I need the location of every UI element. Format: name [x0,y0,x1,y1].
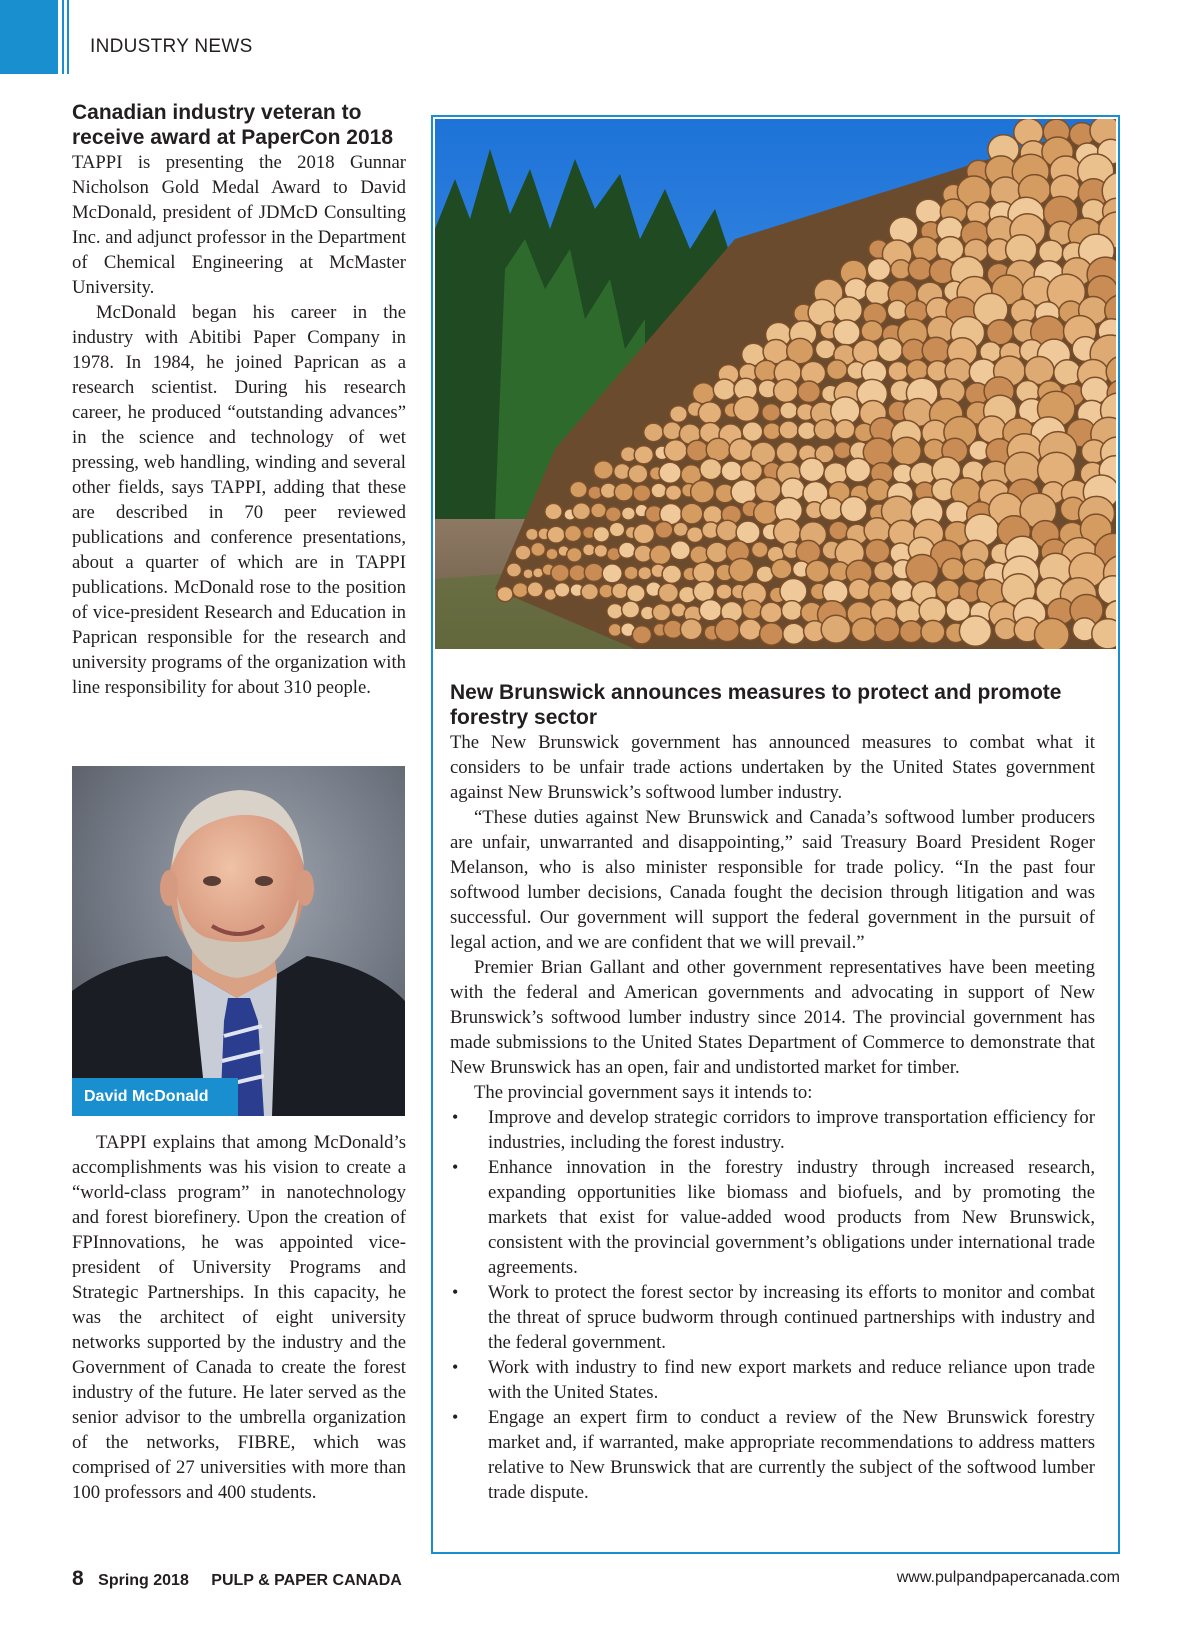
log-end [691,480,715,503]
log-end [515,545,531,560]
footer-issue-info [72,1567,402,1591]
article1-paragraph: TAPPI is presenting the 2018 Gunnar Nicholson Gold Medal Award to David McDonald, president of JDMcD Consulting Inc. and adjunct professor in the Department of Chemical Engineering at McMaster University. [72,152,406,298]
log-end [507,563,522,577]
log-end [670,541,690,560]
log-end [780,402,798,419]
log-end [687,440,709,461]
log-end [614,483,633,501]
log-end [866,281,892,305]
log-end [942,558,965,580]
log-end [634,446,653,464]
article1-column [72,100,406,700]
photo-caption: David McDonald [72,1078,238,1116]
log-end [729,558,754,582]
log-end [741,461,763,481]
section-label: INDUSTRY NEWS [90,36,253,57]
log-end [570,481,587,497]
log-end [527,582,543,597]
log-end [892,437,921,465]
header-rule [67,0,69,74]
log-end [699,600,721,621]
log-end [602,564,622,583]
log-end [721,461,742,481]
log-end [829,521,848,539]
log-end [1054,360,1081,386]
article1-paragraph: McDonald began his career in the industry with Abitibi Paper Company in 1978. In 1984, he joined Paprican as a research scientist. During his research career, he produced “outstanding advances” in the science and technology of wet pressing, web handling, winding and several other fields, says TAPPI, adding that these are described in 70 peer reviewed publications and conference presentations, about a quarter of which are in TAPPI publications. McDonald rose to the position of vice-president Research and Education in Paprican responsible for the research and university programs of the organization with line responsibility for about 310 people. [72,302,406,698]
log-end [861,321,883,342]
log-end [729,439,753,461]
log-end [762,404,781,422]
log-end [987,320,1013,345]
list-item: • Work to protect the forest sector by increasing its efforts to monitor and combat the threat of spruce budworm through continued partnerships with industry and the federal government. [450,1280,1095,1355]
log-end [650,545,671,565]
article1-column-continued [72,1130,406,1505]
log-end [546,548,558,560]
log-end [915,199,941,224]
list-item: • Improve and develop strategic corridors to improve transportation efficiency for industries, including the forest industry. [450,1105,1095,1155]
log-end [633,524,654,544]
log-end [760,623,784,645]
log-end [821,615,850,643]
log-end [644,423,664,442]
log-end [698,402,721,424]
log-end [607,604,623,620]
log-end [551,564,569,581]
log-end [734,397,760,422]
log-end [619,542,636,558]
log-end [752,542,769,558]
log-end [555,583,570,598]
log-end [774,379,798,402]
log-end [706,542,728,563]
log-end [731,480,757,504]
log-end [655,522,673,539]
log-end [713,379,735,400]
log-end [591,503,607,518]
article2-paragraph: Premier Brian Gallant and other government representatives have been meeting with the federal and American governments and advocating in support of New Brunswick’s softwood lumber industry since 2014. The provincial government has made submissions to the United States Department of Commerce to demonstrate that New Brunswick has an open, fair and undistorted market for timber. [450,957,1095,1078]
portrait-photo [72,766,405,1116]
log-end [783,623,805,644]
log-end [874,562,894,581]
log-end [878,338,903,362]
log-end [774,519,801,545]
log-end [627,585,646,603]
footer-url: www.pulpandpapercanada.com [896,1569,1120,1586]
log-end [545,503,562,519]
log-end [594,545,608,558]
article1-paragraph: TAPPI explains that among McDonald’s accomplishments was his vision to create a “world-class program” in nanotechnology and forest biorefinery. Upon the creation of FPInnovations, he was appointed vice-president of University Programs and Strategic Partnerships. In this capacity, he was the architect of eight university networks supported by the industry and the Government of Canada to create the forest industry of the future. He later served as the senior advisor to the umbrella organization of the networks, FIBRE, which was comprised of 27 universities with more than 100 professors and 400 students. [72,1132,406,1503]
log-end [693,562,715,583]
log-end [760,602,782,623]
log-end [512,583,528,598]
portrait-illustration [72,766,405,1116]
log-end [739,619,761,640]
log-end [681,503,703,524]
log-end [622,507,636,520]
log-end [771,559,792,579]
log-end [814,420,835,440]
log-end [900,621,923,643]
log-end [622,601,640,618]
log-end [523,569,533,579]
log-end [608,623,622,636]
log-end [906,555,938,586]
log-end [706,438,730,461]
log-end [670,406,688,423]
log-end [680,619,702,640]
log-end [959,616,991,646]
log-end [565,525,582,541]
log-end [651,483,667,498]
list-item: • Engage an expert firm to conduct a review of the New Brunswick forestry market and, if warranted, make appropriate recommendations to address matters relative to New Brunswick that are currently the subject of the softwood lumber trade dispute. [450,1405,1095,1505]
log-end [547,526,565,543]
log-end [665,485,681,500]
log-end [632,626,651,644]
log-end [742,600,762,619]
log-end [887,300,907,319]
log-end [652,604,670,621]
log-end [715,619,739,642]
log-end [693,581,714,601]
log-pile-photo [435,119,1116,649]
log-end [638,567,652,580]
log-end [628,465,648,484]
log-end [1035,618,1070,649]
publication-name: PULP & PAPER CANADA [211,1572,402,1589]
log-end [609,522,624,537]
log-end [834,442,852,459]
list-item: • Work with industry to find new export markets and reduce reliance upon trade with the United States. [450,1355,1095,1405]
page-number: 8 [72,1567,84,1590]
list-item: • Enhance innovation in the forestry industry through increased research, expanding opportunities like biomass and biofuels, and by promoting the markets that exist for value-added wood products from New Brunswick, consistent with the provincial government’s obligations under international trade agreements. [450,1155,1095,1280]
log-end [754,501,778,524]
log-end [584,563,603,581]
log-end [891,580,914,602]
log-end [776,442,798,463]
log-end [908,258,932,280]
measures-list [450,1105,1095,1505]
log-end [567,548,582,563]
log-end [782,601,803,621]
log-end [526,528,539,540]
article2-box [431,115,1120,1554]
log-end [687,527,704,543]
log-end [834,320,861,345]
log-end [742,422,763,442]
log-end [572,503,590,520]
log-end [693,383,715,404]
log-end [921,620,945,643]
log-end [658,583,678,602]
log-end [593,527,609,543]
log-end [800,458,825,482]
log-end [835,420,855,439]
log-end [820,498,843,520]
log-end [846,458,871,482]
log-end [716,520,738,541]
log-end [700,459,722,480]
log-end [919,598,946,624]
log-end [848,579,870,600]
log-end [798,381,821,402]
log-end [888,362,908,381]
log-end [594,461,614,480]
log-end [867,479,890,501]
log-end [841,497,867,522]
issue-label: Spring 2018 [98,1572,189,1589]
log-end [662,565,681,583]
log-end [663,422,682,440]
article1-title: Canadian industry veteran to receive award at PaperCon 2018 [72,101,394,149]
log-end [946,501,970,524]
article2-paragraph: The provincial government says it intends to: [474,1082,813,1103]
header-rule [62,0,64,74]
log-end [497,587,513,602]
log-end [605,507,621,522]
log-end [806,560,829,582]
log-pile-illustration [435,119,1116,649]
log-end [583,544,596,556]
log-end [716,584,732,599]
log-end [815,340,835,359]
log-end [827,360,848,380]
log-end [963,559,986,581]
log-end [875,618,900,642]
log-end [755,477,781,502]
log-end [851,618,876,642]
header-accent-bar [0,0,58,74]
log-end [664,440,687,462]
log-end [779,421,798,439]
log-end [763,423,781,440]
article2-text [450,680,1095,1505]
log-end [633,485,651,502]
log-end [531,542,546,556]
log-end [624,566,638,580]
article2-paragraph: The New Brunswick government has announced measures to combat what it considers to be unfair trade actions undertaken by the United States government against New Brunswick’s softwood lumber industry. [450,732,1095,803]
article2-paragraph: “These duties against New Brunswick and Canada’s softwood lumber producers are unfair, unwarranted and disappointing,” said Treasury Board President Roger Melanson, who is also minister responsible for trade policy. “In the past four softwood lumber decisions, Canada fought the decision through litigation and was successful. Our government will support the federal government in the pursuit of legal action, and we are confident that we will prevail.” [450,807,1095,953]
log-end [659,462,681,483]
log-end [922,337,950,363]
log-end [907,360,928,380]
log-end [1039,240,1063,263]
log-end [1092,619,1116,649]
article2-title: New Brunswick announces measures to protect and promote forestry sector [450,681,1062,729]
log-end [867,259,890,281]
log-end [865,540,890,563]
log-end [612,583,629,599]
log-end [581,584,598,600]
